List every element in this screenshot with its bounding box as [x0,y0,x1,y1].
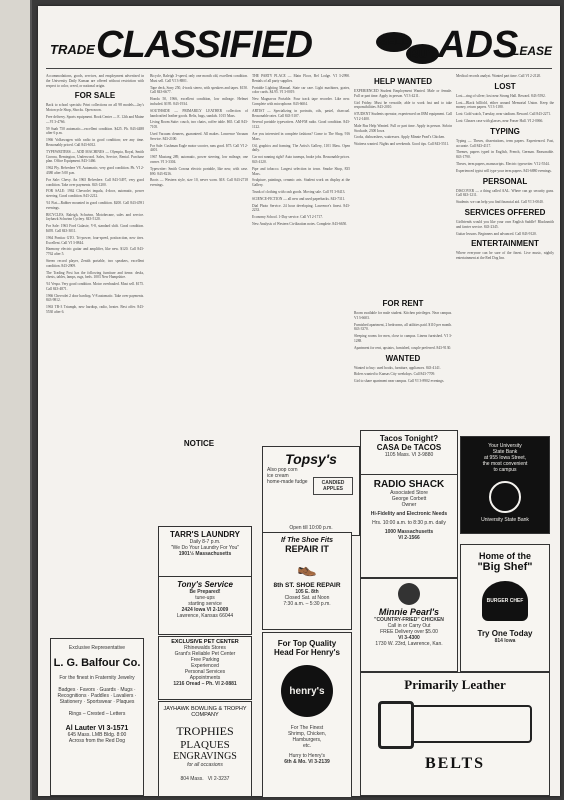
ad-radio-line2: George Corbett [391,496,427,502]
ad-balfour-address: 645 Mass. LMB Bldg. 8:00 [67,732,127,738]
classified-item: Girl Friday: Must be versatile, able to work fast and to take responsibilities. 843-2010. [354,100,452,110]
classified-item: Tape deck, Sony 250, 4-track stereo, with speakers and tapes. $150. Call 843-6677. [150,85,248,95]
classified-item: Medical records analyst. Wanted part time. Call VI 2-2120. [456,74,542,78]
ad-minnie-name: Minnie Pearl's [378,607,440,617]
ad-tacos-line3: 1105 Mass. VI 3-9880 [384,452,434,458]
classified-item: Harmony electric guitar and amplifier, like new. $120. Call 843-7762 after 5. [46,247,144,257]
classified-item: New Magnavox Portable. Four track tape recorder. Like new. Complete with microphone. 843-6604. [252,97,350,106]
ad-henrys-line2: Shrimp, Chicken, [287,731,327,737]
classified-item: 59 Saab 750 automatic—excellent condition. $425. Ph. 843-4488 after 6 p.m. [46,126,144,136]
bank-logo-icon [489,481,521,513]
ad-shoe-line1: If The Shoe Fits [280,537,334,544]
ad-henrys-line1: For The Finest [290,725,324,731]
ad-tonys-line2: tune-ups [195,595,215,601]
newspaper-page [38,6,560,796]
ad-primarily-leather [360,672,550,796]
classified-item: Sleeping rooms for men, close to campus. Linens furnished. VI 3-1288. [354,334,452,343]
ad-henrys-head2: Head For Henry's [274,648,340,657]
burger-chef-logo [482,581,528,621]
ad-jayhawk-address: 804 Mass. [180,776,204,782]
ad-jayhawk-trophy [158,701,252,797]
classified-item: Honda 50, 1966, excellent condition, low mileage. Helmet included. $195. 843-1934. [150,97,248,106]
ad-balfour-sub: For the finest in Fraternity Jewelry [59,675,135,681]
classified-item: Cooks, dishwashers, waitresses. Apply Minnie Pearl's Chicken. [354,135,446,140]
classified-item: Car not running right? Auto tuneups, brake jobs. Reasonable prices. 843-4120. [252,155,350,164]
ad-shoe-addr: 105 E. 8th [295,589,319,595]
ad-radio-line7: VI 2-1566 [398,535,420,541]
ad-minnie-line4: VI 3-4300 [398,635,420,641]
classified-item: '61 Vespa. Very good condition. Motor overhauled. Must sell. $175. Call 843-4871. [46,282,144,291]
section-header-notice: NOTICE [183,439,215,448]
ad-topsys-sign: CANDIED APPLES [313,477,353,495]
ad-radio-line1: Associated Store [390,490,428,496]
ad-bigshef-line1: Home of the [478,551,531,561]
column-4 [354,74,452,294]
ad-balfour [50,638,144,796]
classified-item: Guitar lessons. Beginners and advanced. Call 843-9120. [456,231,537,236]
section-header-entertainment: ENTERTAINMENT [471,239,539,249]
classified-item: 1966 Chevrolet 2 door hardtop, V-8 automatic. Take over payments. 843-9812. [46,293,144,303]
ad-jayhawk-engravings: ENGRAVINGS [173,751,237,762]
classified-item: Apartment for rent, upstairs, furnished, couple preferred. 843-9130. [354,345,452,350]
ad-exclusive-line2: Grant's Reliable Pet Center [174,651,236,657]
ad-exclusive-line6: Appointments [189,675,221,681]
ad-tacos-line2: CASA De TACOS [376,443,442,452]
classified-item: Themes, papers typed in English, French, German. Reasonable. 843-1790. [456,150,554,160]
ad-exclusive-line4: Experienced [191,663,219,669]
classified-item: 1962 Ply. Belvedere V8. Automatic, very good condition. Ph. VI 2-4380 after 5:00 p.m. [46,166,144,175]
classified-item: Riders wanted to Kansas City weekdays. Call 843-7709. [354,372,436,377]
classified-item: Experienced typist will type your term papers. 843-6880 evenings. [456,168,552,173]
column-2 [150,74,248,364]
classified-item: Waitress wanted. Nights and weekends. Good tips. Call 843-5511. [354,142,450,147]
classified-item: Accommodations, goods, services, and employment advertised in the University Daily Kansan are offered without restriction with respect to color, creed, or national origin. [46,74,144,88]
ad-balfour-rings: Rings – Crested – Letters [68,711,126,717]
column-3 [252,74,350,424]
banner-trade: TRADE [50,42,95,57]
classified-item: 1967 Mustang 289, automatic, power steering, low mileage, one owner. VI 3-3304. [150,155,248,164]
ad-radio-line6: 1000 Massachusetts [384,529,434,535]
ad-tonys-service [158,576,252,635]
column-1 [46,74,144,634]
classified-item: 1966 Volkswagen with radio in good condition; see any time. Reasonably priced. Call 843-6012. [46,138,144,147]
ad-tonys-name: Tony's Service [177,580,233,589]
classified-item: Wanted to buy: used books, furniture, appliances. 843-4141. [354,365,441,370]
classified-item: Bicycle, Raleigh 3-speed, only one month old, excellent condition. Must sell. Call VI 3-8801. [150,74,248,83]
ad-henrys-line3: Hamburgers, [292,737,322,743]
ad-tonys-line1: Be Prepared! [189,589,221,595]
classified-item: Lost—Black billfold, either around Memorial Union. Keep the money, return papers. VI 3-1180. [456,100,554,110]
classified-item: EXPERIENCED Student Employment Wanted. Male or female. Full or part time. Apply in person. VI 3-4211. [354,89,452,98]
ad-topsys [262,446,360,536]
classified-item: For Sale: 1963 Ford Galaxie, V-8, standard shift. Good condition. $495. Call 843-3011. [46,224,144,233]
column-4-lower [354,296,452,426]
ad-bigshef-line2: "Big Shef" [477,561,533,573]
minnie-pearl-portrait-icon [398,583,420,605]
ad-tarrs-name: TARR'S LAUNDRY [170,530,240,539]
ad-exclusive-name: EXCLUSIVE PET CENTER [171,639,239,645]
section-header-for-rent: FOR RENT [382,299,424,308]
ad-exclusive-line5: Personal Services [184,669,226,675]
ad-tarrs-addr: 1901½ Massachusetts [178,551,232,557]
ad-shoe-repair [262,532,352,630]
column-5 [456,74,554,474]
classified-item: Portable Lighting Manual. State car care. Light machines, grates, color cards. $4.95. VI 3-0019. [252,85,350,95]
ad-radio-line5: Hrs. 10:00 a.m. to 8:30 p.m. daily [372,520,446,526]
classified-item: Where everyone can be sure of the finest. Live music, nightly entertainment at the Red Dog Inn. [456,251,554,261]
ad-bigshef-logo-text: BURGER CHEF [486,598,524,604]
ad-balfour-items: Badges · Favors · Guards · Mugs · Recognitions · Paddles · Lavaliers · Stationery · Sportswear · Plaques [57,687,137,705]
ad-jayhawk-sub: for all occasions [187,762,223,768]
ad-radio-line3: Owner [401,502,417,508]
banner-sell: SELL [376,32,412,52]
classified-item: Used Vacuum cleaners, guaranteed. All makes. Lawrence Vacuum Service. 843-2100. [150,131,248,141]
banner-classified: CLASSIFIED [96,24,312,66]
classified-item: Girlfriends would you like your own English Saddle? Blacksmith and farrier service. 843-2345. [456,219,554,229]
ad-henrys-line4: etc. [302,743,312,749]
banner-lease: LEASE [512,44,553,58]
adjacent-page-strip [0,0,32,800]
henrys-logo [281,665,333,717]
classified-item: 1964 Pontiac GTO. Tri-power, four-speed, positraction, new tires. Excellent. Call VI 3-0844. [46,235,144,245]
ad-topsys-name: Topsy's [285,451,337,467]
section-header-personal: PERSONAL [482,176,528,186]
ad-exclusive-pet-center [158,636,252,700]
classified-item: Typing — Theses, dissertations, term papers. Experienced. Fast, accurate. Call 843-4117. [456,138,554,148]
ad-bank-line1: Your University [488,443,522,449]
classified-item: For Sale: Cushman Eagle motor scooter, runs good. $75. Call VI 2-4401. [150,143,248,153]
classified-item: THE PARTY PLACE — Main Floor, Bel Lodge. VI 3-2990. Rentals of all party supplies. [252,74,350,83]
section-header-typing: TYPING [490,126,520,136]
classified-item: Back to school specials: Print collections on all 98 models—Jay's Motorcycle Shop, Shocks. Open noon. [46,103,144,113]
ad-balfour-note: Across from the Red Dog [68,738,126,744]
ad-leather-head: Primarily Leather [404,677,506,692]
ad-tacos-line1: Tacos Tonight? [379,434,439,443]
section-header-help-wanted: HELP WANTED [373,77,433,86]
ad-henrys-logo-text: henry's [289,685,325,697]
ad-topsys-hours: Open till 10:00 p.m. [289,525,333,531]
classified-item: SOUTHSIDE — PRIMARILY LEATHER collection of handcrafted leather goods. Belts, bags, sandals. 1015 Mass. [150,108,248,118]
classified-item: For Sale: Chevy. An 1965 Belvedere. Call 843-5497, very good condition. Take over payments. 843-1200. [46,177,144,187]
ad-henrys-line5: Hurry to Henry's [289,753,325,759]
classified-item: Sculpture, paintings, ceramic arts. Student work on display at the Gallery. [252,178,350,188]
ad-balfour-header: Exclusive Representative [68,645,126,651]
ad-bank-line4: the most convenient [482,461,528,467]
ad-jayhawk-phone: VI 2-3237 [207,776,230,782]
ad-radio-line4: Hi-Fidelity and Electronic Needs [370,511,448,517]
section-header-services-offered: SERVICES OFFERED [464,207,546,217]
ad-minnie-pearls [360,578,458,672]
ad-radio-name: RADIO SHACK [373,479,445,490]
ad-tonys-line3: starting service [188,601,222,607]
ad-tonys-phone: 2424 Iowa VI 2-1009 [181,607,229,613]
classified-ads-banner [46,16,552,68]
ad-casa-de-tacos [360,430,458,475]
classified-item: Lost: Gold watch, Tuesday, near stadium. Reward. Call 843-2271. [456,112,552,117]
banner-rule [46,68,552,69]
ad-minnie-line3: FREE Delivery over $5.00 [380,629,438,635]
ad-topsys-line1: Also pop corn [267,467,298,473]
ad-minnie-line5: 1730 W. 23rd, Lawrence, Kan. [375,641,443,647]
ad-tarrs-hours: Daily 8-7 p.m. [189,539,221,545]
classified-item: Boots — Western style, size 10, never worn. $18. Call 843-2718 evenings. [150,178,248,188]
classified-item: TYPEWRITERS — ADD MACHINES — Olympia, Royal, Smith Corona, Remington, Underwood. Sales, Service, Rental. Purchase plan. Office Equipment. 843-1466. [46,149,144,164]
banner-ads: ADS [438,24,519,66]
ad-jayhawk-name: JAYHAWK BOWLING & TROPHY COMPANY [163,706,247,718]
classified-item: ARTIST — Specializing in portraits, oils, pastel, charcoal. Reasonable rates. Call 843-5107. [252,108,350,118]
classified-item: Free delivery. Sports equipment. Book Center — E. 12th and Maine—VI 3-4766. [46,114,144,124]
ad-jayhawk-plaques: PLAQUES [180,739,230,751]
classified-item: Economy School. 1-Day service. Call VI 2-1717. [252,215,323,220]
belt-illustration-icon [378,705,532,743]
classified-item: Lost: Glasses case with glasses, near Fraser Hall. VI 2-0066. [456,118,544,123]
classified-item: Furnished apartment, 2 bedrooms, all utilities paid. $110 per month. 843-3370. [354,322,452,332]
banner-buy: BUY [406,44,439,64]
ad-jayhawk-trophies: TROPHIES [176,724,234,738]
ad-tarrs-tag: "We Do Your Laundry For You" [170,545,240,551]
ad-balfour-name: L. G. Balfour Co. [53,657,141,669]
ad-exclusive-line3: Free Parking [190,657,220,663]
classified-item: Oil, graphics and framing. The Artist's Gallery, 1101 Mass. Open daily. [252,143,350,153]
classified-item: Stereo record player, Zenith portable, two speakers, excellent condition. 843-2909. [46,258,144,268]
ad-tarrs-laundry [158,526,252,579]
classified-item: Living Room Suite: couch, two chairs, coffee table. $65. Call 843-7105. [150,120,248,130]
ad-radio-shack [360,474,458,578]
classified-item: Students: we can help you find financial aid. Call VI 3-0040. [456,200,544,205]
ad-minnie-line2: Call in or Carry Out [387,623,431,629]
classified-item: FOR SALE: 1962 Chevrolet impala, 4-door, automatic, power steering. Good condition. 843-2212. [46,189,144,199]
ad-exclusive-line1: Rhinewalds Stores [184,645,226,651]
classified-item: Typewriter: Smith Corona electric portable, like new, with case. $90. 843-8216. [150,166,248,176]
classified-item: The Trading Post has the following furniture and items: desks, chests, tables, lamps, rugs, beds. 1003 New Hampshire. [46,270,144,280]
section-header-lost: LOST [494,81,516,91]
ad-topsys-line3: home-made fudge [267,479,308,485]
ad-university-state-bank [460,436,550,534]
classified-item: 1963 TR-3 Triumph, new hardtop, radio, heater. Best offer. 843-5530 after 6. [46,305,144,315]
classified-item: STUDENT Students operator, experienced on IBM equipment. Call VI 2-1400. [354,112,452,121]
ad-big-shef [460,544,550,672]
ad-exclusive-line7: 1216 Oread – Ph. VI 2-0881 [173,681,237,687]
classified-item: SCIENCE-FICTION — all new and used paperbacks. 843-7311. [252,196,346,201]
classified-item: New Analysis of Western Civilization notes. Complete. 843-6650. [252,221,348,226]
ad-tonys-city: Lawrence, Kansas 66044 [176,613,234,619]
ad-shoe-closed: Closed Sat. at Noon [284,595,330,601]
ad-shoe-line2: REPAIR IT [285,544,329,554]
section-header-wanted: WANTED [385,353,421,363]
ad-bank-line6: University State Bank [481,517,529,523]
classified-item: Lost—ring of silver; lost near Strong Hall. Reward. 843-5592. [456,93,546,98]
classified-item: BICYCLES, Raleigh, Schwinn, Motobecane, sales and service. Jayhawk Schwinn Cyclery. 843-5120. [46,212,144,222]
section-header-for-sale: FOR SALE [74,91,116,101]
ad-bank-line2: State Bank [492,449,518,455]
shoe-icon: 👞 [297,560,317,577]
classified-item: DISCOVER — a thing called AAL. Where can go security guns. Call 843-1211. [456,188,554,198]
ad-shoe-hours: 7:30 a.m. – 5:30 p.m. [283,601,331,607]
classified-item: Room available for male student. Kitchen privileges. Near campus. VI 3-6603. [354,311,452,320]
ad-bigshef-line4: 814 Iowa [494,638,516,644]
ad-bigshef-line3: Try One Today [477,629,533,638]
classified-item: Pipe and tobacco. Largest selection in town. Smoke Shop, 835 Mass. [252,166,350,176]
classified-item: Are you interested in complete fashions? Come to The Shop, 916 Mass. [252,131,350,141]
ad-balfour-contact: Al Lauter VI 3-1571 [65,725,129,732]
ad-henrys-head1: For Top Quality [277,639,337,648]
classified-item: Dial Photo Service. 24 hour developing. Lawrence's finest. 843-2233. [252,203,350,213]
classified-item: Theses, term papers, manuscripts. Electric typewriter. VI 2-5544. [456,161,550,166]
classified-item: Girl to share apartment near campus. Call VI 3-8902 evenings. [354,379,445,384]
ad-leather-belts: BELTS [424,755,486,772]
ad-minnie-line1: "COUNTRY-FRIED" CHICKEN [374,617,444,623]
ad-bank-line3: at 955 Iowa Street, [484,455,526,461]
ad-henrys-line6: 6th & Mo. VI 3-2139 [284,759,330,765]
ad-henrys [262,632,352,798]
classified-item: Trunk of clothing with cash goods. Moving sale. Call VI 3-8413. [252,189,346,194]
ad-bank-line5: to campus [493,467,517,473]
ad-shoe-name: 8th ST. SHOE REPAIR [273,582,341,589]
classified-item: Several portable typewriters. AM-FM radio. Good condition. 843-1122. [252,120,350,130]
ad-topsys-line2: ice cream [267,473,289,479]
classified-item: '61 Fiat—Rubber mounted in good condition. $200. Call 843-4591 evenings. [46,200,144,210]
classified-item: Male Bus Help Wanted. Full or part time. Apply in person. Sirloin Stockade, 2300 Iowa. [354,123,452,133]
